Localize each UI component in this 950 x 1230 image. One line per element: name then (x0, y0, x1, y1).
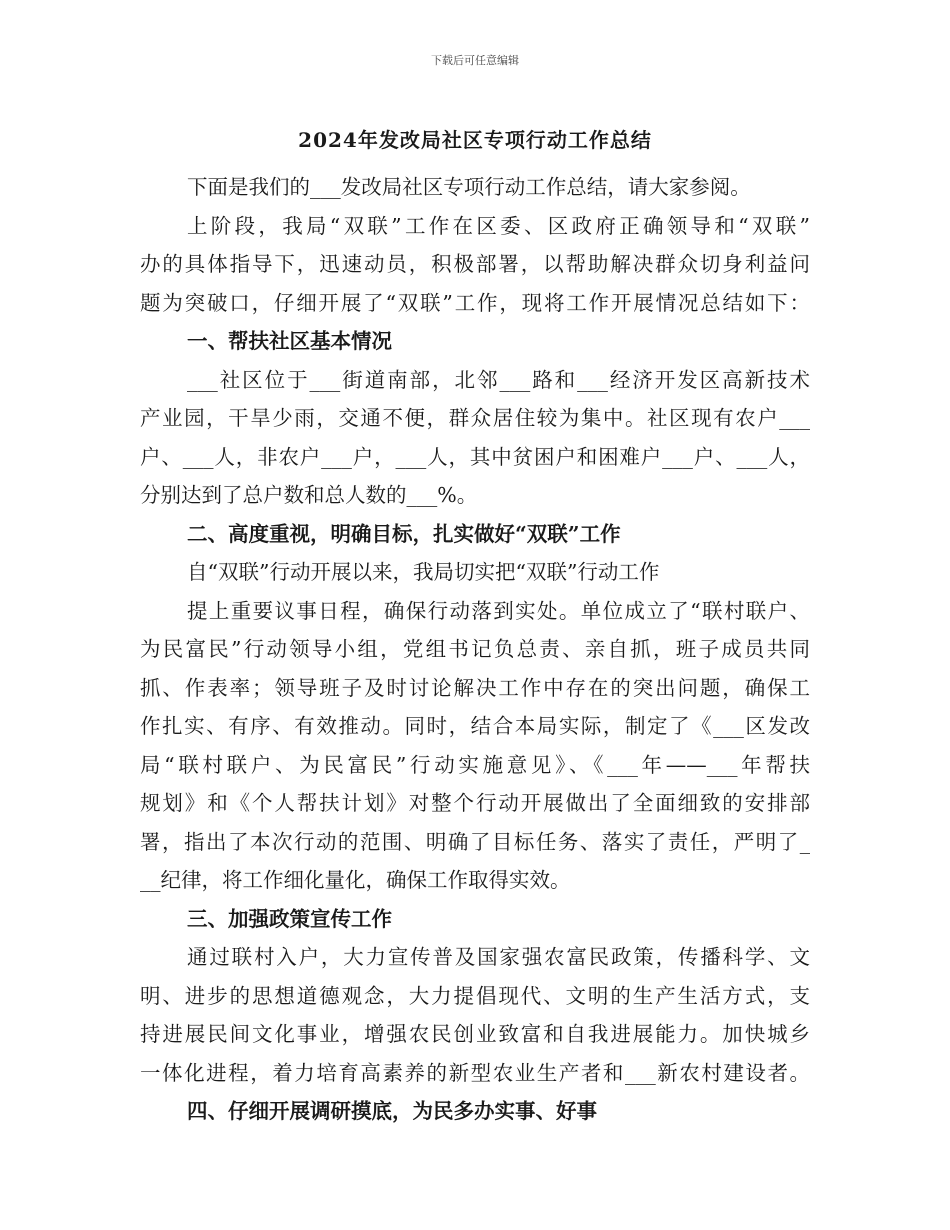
paragraph-line: 产业园，干旱少雨，交通不便，群众居住较为集中。社区现有农户___ (140, 406, 810, 430)
paragraph-line: 自“双联”行动开展以来，我局切实把“双联”行动工作 (187, 560, 660, 584)
paragraph-line: 分别达到了总户数和总人数的___%。 (140, 483, 478, 507)
paragraph-line: 明、进步的思想道德观念，大力提倡现代、文明的生产生活方式，支 (140, 983, 810, 1008)
paragraph-line: 规划》和《个人帮扶计划》对整个行动开展做出了全面细致的安排部 (140, 791, 810, 815)
section-heading: 二、高度重视，明确目标，扎实做好“双联”工作 (187, 521, 621, 546)
paragraph-line: 抓、作表率；领导班子及时讨论解决工作中存在的突出问题，确保工 (140, 675, 810, 700)
paragraph-line: __纪律，将工作细化量化，确保工作取得实效。 (140, 868, 571, 892)
paragraph-line: 提上重要议事日程，确保行动落到实处。单位成立了“联村联户、 (187, 598, 810, 623)
paragraph-line: 办的具体指导下，迅速动员，积极部署，以帮助解决群众切身利益问 (140, 252, 810, 276)
paragraph-line: 题为突破口，仔细开展了“双联”工作，现将工作开展情况总结如下： (140, 290, 810, 315)
paragraph-line: 通过联村入户，大力宣传普及国家强农富民政策，传播科学、文 (187, 945, 810, 969)
section-heading: 三、加强政策宣传工作 (187, 906, 392, 931)
paragraph-line: 作扎实、有序、有效推动。同时，结合本局实际，制定了《___区发改 (140, 714, 810, 738)
paragraph-line: 局“联村联户、为民富民”行动实施意见》、《___年——___年帮扶 (140, 752, 810, 777)
paragraph-line: 上阶段，我局“双联”工作在区委、区政府正确领导和“双联” (187, 213, 810, 238)
paragraph-line: 持进展民间文化事业，增强农民创业致富和自我进展能力。加快城乡 (140, 1022, 810, 1046)
section-heading: 一、帮扶社区基本情况 (187, 329, 392, 353)
document-title: 2024年发改局社区专项行动工作总结 (298, 128, 652, 152)
paragraph-line: 为民富民”行动领导小组，党组书记负总责、亲自抓，班子成员共同 (140, 637, 810, 661)
section-heading: 四、仔细开展调研摸底，为民多办实事、好事 (187, 1099, 597, 1123)
paragraph-line: 户、___人，非农户___户，___人，其中贫困户和困难户___户、___人， (140, 444, 810, 469)
header-note: 下载后可任意编辑 (431, 54, 519, 67)
paragraph-line: 一体化进程，着力培育高素养的新型农业生产者和___新农村建设者。 (140, 1060, 810, 1085)
document-body (140, 168, 810, 1131)
paragraph-line: 署，指出了本次行动的范围、明确了目标任务、落实了责任，严明了_ (140, 829, 810, 854)
paragraph-line: ___社区位于___街道南部，北邻___路和___经济开发区高新技术 (187, 367, 810, 392)
paragraph-line: 下面是我们的___发改局社区专项行动工作总结，请大家参阅。 (187, 175, 751, 199)
